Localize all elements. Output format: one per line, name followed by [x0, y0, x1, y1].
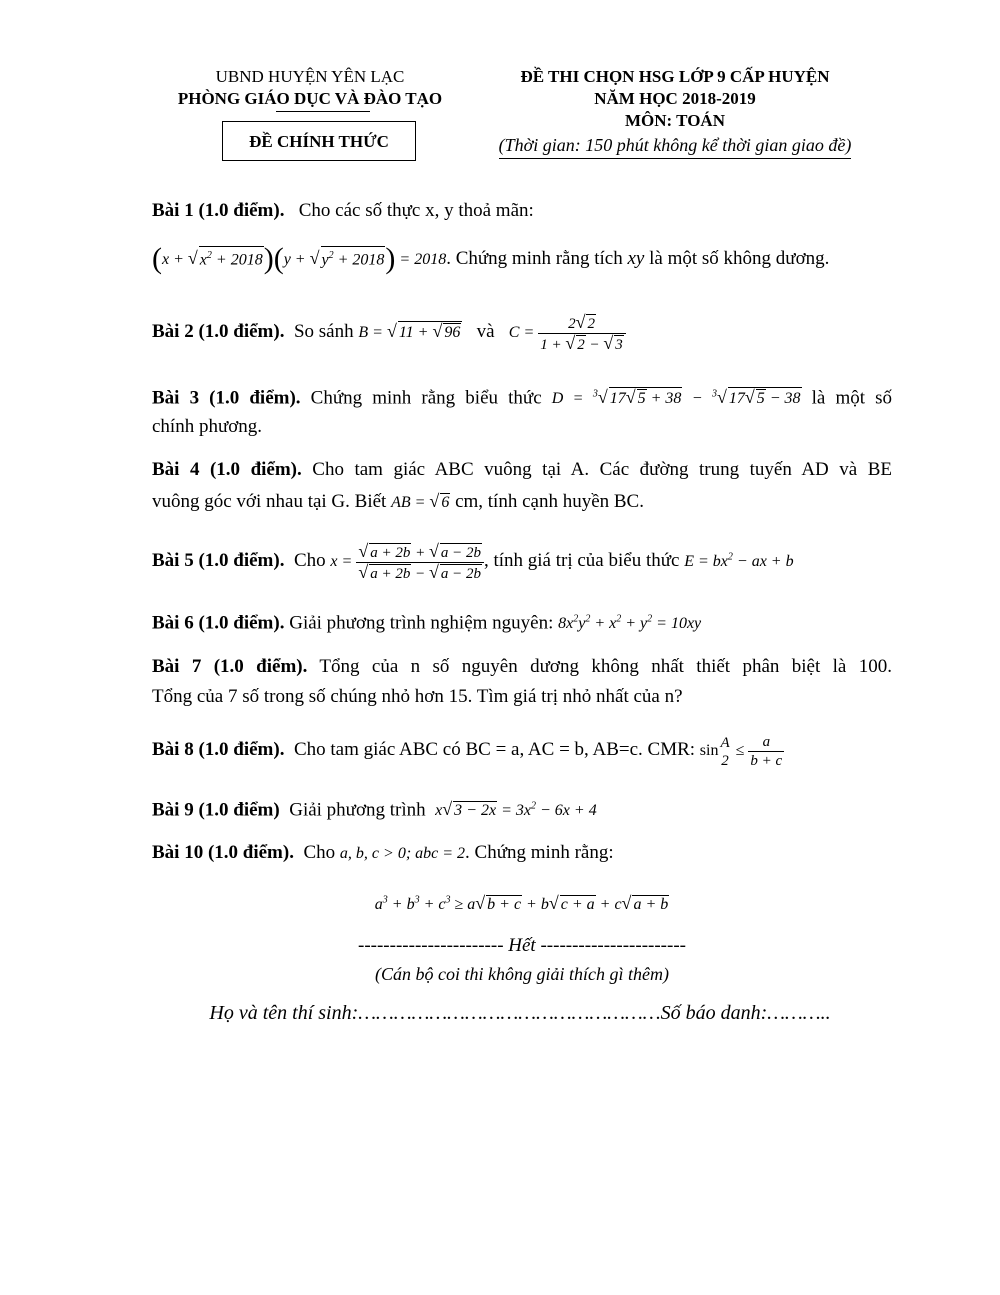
problem-2-and: và	[476, 321, 495, 343]
problem-2	[152, 313, 892, 354]
problem-3-text-2: là một số	[811, 387, 893, 409]
problem-1-text-2: . Chứng minh rằng tích	[446, 248, 623, 269]
header-underline	[276, 111, 370, 112]
exam-duration: (Thời gian: 150 phút không kể thời gian giao đề)	[499, 132, 852, 159]
problem-4-text: Cho tam giác ABC vuông tại A. Các đường trung tuyến AD và BE	[312, 459, 892, 480]
problem-4-line-2	[152, 486, 892, 518]
problem-4-expr: AB = √ 6	[391, 491, 450, 511]
problem-9-text: Giải phương trình	[289, 799, 426, 821]
problem-3-title: Bài 3 (1.0 điểm).	[152, 387, 301, 409]
problem-4-text-2: vuông góc với nhau tại G. Biết	[152, 491, 387, 512]
header-right	[470, 66, 880, 159]
office-name: PHÒNG GIÁO DỤC VÀ ĐÀO TẠO	[177, 89, 443, 108]
problem-5-title: Bài 5 (1.0 điểm).	[152, 550, 285, 572]
problem-9-equation: x√ $3 - 2x = 3x^2 - 6x + 4$	[435, 799, 597, 820]
problem-1-title: Bài 1 (1.0 điểm).	[152, 200, 285, 221]
problem-4-title: Bài 4 (1.0 điểm).	[152, 459, 302, 480]
problem-1-equation: (x + √ $x^2 + 2018)(y$ + √ $y^2 + 2018) = 2018$	[152, 242, 447, 275]
problem-2-text: So sánh	[293, 321, 354, 343]
problem-3-text: Chứng minh rằng biểu thức	[310, 387, 542, 409]
department-name: UBND HUYỆN YÊN LẠC	[215, 67, 405, 86]
problem-4-text-3: cm, tính cạnh huyền BC.	[455, 491, 644, 512]
problem-5-text-2: , tính giá trị của biểu thức	[483, 550, 680, 572]
problem-10-inequality-line	[152, 886, 892, 920]
problem-1-xy: xy	[627, 248, 645, 269]
header-left	[160, 66, 460, 110]
exam-title: ĐỀ THI CHỌN HSG LỚP 9 CẤP HUYỆN	[520, 67, 830, 86]
problem-7-text-2: Tổng của 7 số trong số chúng nhỏ hơn 15. Tìm giá trị nhỏ nhất của n?	[152, 686, 683, 707]
problem-10	[152, 838, 892, 869]
problem-10-text: Cho	[303, 842, 336, 863]
proctor-note: (Cán bộ coi thi không giải thích gì thêm)	[375, 964, 669, 984]
problem-8-title: Bài 8 (1.0 điểm).	[152, 739, 285, 761]
problem-3-text-3: chính phương.	[152, 416, 263, 437]
candidate-info-line: Họ và tên thí sinh:……………………………………………Số báo danh:………..	[209, 1002, 831, 1024]
problem-1	[152, 196, 892, 226]
problem-3	[152, 380, 892, 414]
problem-7-line-2	[152, 682, 892, 712]
problem-9	[152, 792, 892, 826]
problem-8-inequality: sin A 2 ≤ $\frac{a}{b + c}$	[699, 734, 783, 769]
problem-5-text: Cho	[293, 550, 326, 572]
problem-5-expr-x: x = $\frac{√ a + 2b + √ a - 2b}{√ a + 2b - √ a - 2b}$	[330, 553, 484, 570]
problem-10-text-2: . Chứng minh rằng:	[465, 842, 614, 863]
problem-6-equation: $8x^2y^2 + x^2 + y^2 = 10xy$	[558, 614, 702, 633]
problem-10-title: Bài 10 (1.0 điểm).	[152, 842, 294, 863]
problem-2-expr-b: B = √ 11 + √ 96	[358, 321, 461, 342]
problem-7-text: Tổng của n số nguyên dương không nhất thiết phân biệt là 100.	[319, 656, 892, 677]
official-box: ĐỀ CHÍNH THỨC	[222, 121, 416, 161]
problem-2-title: Bài 2 (1.0 điểm).	[152, 321, 285, 343]
problem-8-text: Cho tam giác ABC có BC = a, AC = b, AB=c. CMR:	[293, 739, 696, 761]
problem-6-title: Bài 6 (1.0 điểm).	[152, 612, 285, 634]
problem-6-text: Giải phương trình nghiệm nguyên:	[289, 612, 554, 634]
school-year: NĂM HỌC 2018-2019	[594, 89, 756, 108]
problem-1-text: Cho các số thực x, y thoả mãn:	[298, 200, 534, 221]
end-marker: ----------------------- Hết -----------------------	[358, 935, 686, 956]
problem-3-line-2	[152, 412, 892, 442]
problem-8	[152, 733, 892, 770]
subject: MÔN: TOÁN	[625, 111, 725, 130]
problem-1-text-3: là một số không dương.	[649, 248, 830, 269]
problem-2-expr-c: C = $\frac{2√ 2}{1 + √ 2 - √ 3}$	[509, 324, 626, 341]
problem-6	[152, 605, 892, 639]
problem-7-title: Bài 7 (1.0 điểm).	[152, 656, 308, 677]
problem-9-title: Bài 9 (1.0 điểm)	[152, 799, 280, 821]
problem-1-formula-line	[152, 243, 892, 275]
problem-10-inequality: $a^3 + b^3 + c^3 \ge a√$ b + c + b√ c + a + c√ a + b	[374, 893, 669, 914]
problem-5-expr-e: $E = bx^2$ − ax + b	[684, 551, 794, 571]
problem-4	[152, 455, 892, 485]
problem-7	[152, 652, 892, 682]
problem-5	[152, 542, 892, 583]
problem-10-condition: a, b, c > 0; abc = 2	[339, 845, 466, 862]
problem-3-expr: D = $^3$√ 17√ 5 + 38 − $^3$√ 17√ 5 − 38	[551, 387, 801, 408]
